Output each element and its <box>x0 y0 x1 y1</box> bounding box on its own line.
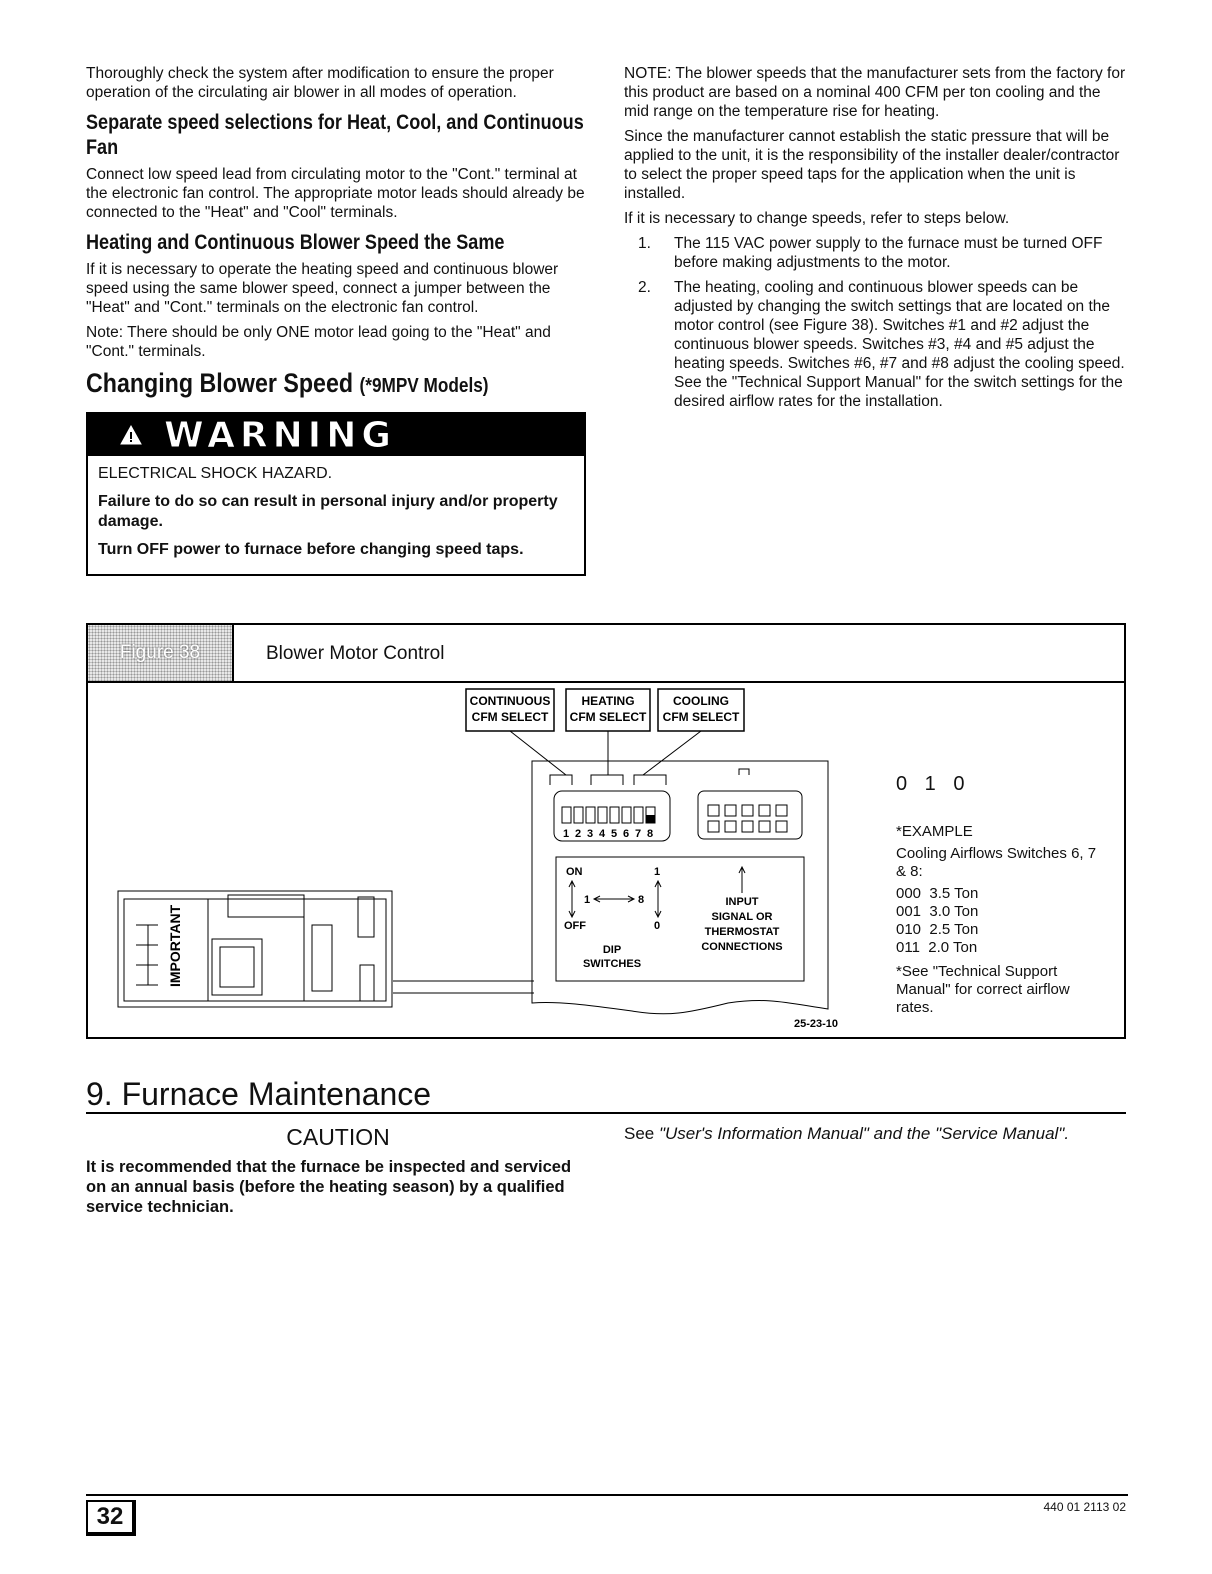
static-pressure-paragraph: Since the manufacturer cannot establish the static pressure that will be applied to the unit, it is the responsibility of the installer dealer/contractor to select the proper speed taps for the application when the unit is installed. <box>624 128 1120 202</box>
dip-label-2: SWITCHES <box>582 958 642 970</box>
input-label-2: SIGNAL OR <box>711 911 773 923</box>
row-code: 001 <box>896 903 922 920</box>
step-text: The 115 VAC power supply to the furnace must be turned OFF before making adjustments to the motor. <box>674 235 1103 271</box>
dip-number: 7 <box>634 828 642 840</box>
example-note: *See "Technical Support Manual" for correct airflow rates. <box>896 963 1070 1016</box>
heading-changing-text: Changing Blower Speed <box>86 368 354 398</box>
warning-body <box>88 456 584 574</box>
warning-line-3: Turn OFF power to furnace before changing speed taps. <box>98 541 524 558</box>
dip-number: 1 <box>562 828 570 840</box>
right-note-label: NOTE <box>624 65 668 82</box>
input-label-4: CONNECTIONS <box>701 941 783 953</box>
intro-paragraph: Thoroughly check the system after modification to ensure the proper operation of the circulating air blower in all modes of operation. <box>86 65 554 101</box>
example-title: *EXAMPLE <box>896 823 973 840</box>
heading-heating-continuous-same: Heating and Continuous Blower Speed the Same <box>86 231 505 254</box>
example-subtitle: Cooling Airflows Switches 6, 7 & 8: <box>896 845 1097 880</box>
example-row <box>896 903 1106 921</box>
row-code: 011 <box>896 939 920 956</box>
dip-number: 8 <box>646 828 654 840</box>
on-label: ON <box>566 866 583 878</box>
caution-title: CAUTION <box>286 1124 390 1150</box>
zero-label: 0 <box>654 920 661 932</box>
caution-text: It is recommended that the furnace be inspected and serviced on an annual basis (before the heating season) by a qualified service technician. <box>86 1158 572 1216</box>
example-row <box>896 921 1106 939</box>
step-number: 1. <box>638 235 651 252</box>
right-column <box>624 64 1128 417</box>
row-value: 2.5 Ton <box>929 921 979 938</box>
step-text: The heating, cooling and continuous blower speeds can be adjusted by changing the switch settings that are located on the motor control (see Figure 38). Switches #1 and #2 adjust the continuous blower speeds. Switches #3, #4 and #5 adjust the heating speeds. Switches #6, #7 and #8 adjust the cooling speed. See the "Technical Support Manual" for the switch settings for the desired airflow rates for the installation. <box>674 279 1125 410</box>
dip-number: 5 <box>610 828 618 840</box>
warning-line-1: ELECTRICAL SHOCK HAZARD. <box>98 465 333 482</box>
list-item <box>624 234 1128 272</box>
figure-38 <box>86 623 1126 1039</box>
right-note-text: : The blower speeds that the manufacturer sets from the factory for this product are based on a nominal 400 CFM per ton cooling and the mid range on the temperature rise for heating. <box>624 65 1126 120</box>
important-label: IMPORTANT <box>167 904 183 987</box>
section-title-maintenance: 9. Furnace Maintenance <box>86 1076 1126 1114</box>
change-speeds-paragraph: If it is necessary to change speeds, refer to steps below. <box>624 210 1010 227</box>
same-speed-paragraph: If it is necessary to operate the heating speed and continuous blower speed using the same blower speed, connect a jumper between the "Heat" and "Cont." terminals on the electronic fan control. <box>86 261 559 316</box>
input-label-1: INPUT <box>725 896 759 908</box>
row-code: 010 <box>896 921 922 938</box>
see-prefix: See <box>624 1124 659 1143</box>
example-code: 0 1 0 <box>896 773 971 795</box>
part-code: 25-23-10 <box>794 1018 839 1030</box>
row-code: 000 <box>896 885 922 902</box>
continuous-label-2: CFM SELECT <box>471 710 549 724</box>
see-manuals-title: "User's Information Manual" and the "Service Manual". <box>658 1124 1070 1143</box>
heading-changing-blower-speed <box>86 367 589 402</box>
cooling-label-2: CFM SELECT <box>662 710 740 724</box>
figure-title: Blower Motor Control <box>266 643 445 664</box>
motor-module <box>118 891 392 1007</box>
one-label: 1 <box>654 866 661 878</box>
row-value: 2.0 Ton <box>928 939 978 956</box>
steps-list <box>624 234 1128 411</box>
row-value: 3.0 Ton <box>929 903 979 920</box>
note-paragraph <box>86 323 590 361</box>
figure-label: Figure 38 <box>88 625 234 683</box>
arrow-one-label: 1 <box>584 894 591 906</box>
list-item <box>624 278 1128 411</box>
dip-switch-8-on <box>646 815 655 823</box>
heating-label-2: CFM SELECT <box>569 710 647 724</box>
row-value: 3.5 Ton <box>929 885 979 902</box>
example-row <box>896 885 1106 903</box>
input-label-3: THERMOSTAT <box>704 926 780 938</box>
example-row <box>896 939 1106 957</box>
page-number: 32 <box>86 1500 136 1536</box>
dip-label-1: DIP <box>602 944 622 956</box>
continuous-label-1: CONTINUOUS <box>469 694 551 708</box>
heating-label-1: HEATING <box>581 694 635 708</box>
warning-title: WARNING <box>164 414 396 456</box>
warning-header <box>88 414 584 456</box>
separate-speed-paragraph: Connect low speed lead from circulating motor to the "Cont." terminal at the electronic fan control. The appropriate motor leads should already be connected to the "Heat" and "Cool" terminals. <box>86 166 585 221</box>
footer-rule <box>86 1494 1128 1496</box>
note-blower-paragraph <box>624 64 1128 121</box>
note-text: : There should be only ONE motor lead going to the "Heat" and "Cont." terminals. <box>86 324 551 360</box>
warning-triangle-icon <box>120 425 142 445</box>
dip-number: 3 <box>586 828 594 840</box>
document-number: 440 01 2113 02 <box>1043 1500 1126 1514</box>
dip-number: 6 <box>622 828 630 840</box>
caution-block <box>86 1124 590 1217</box>
left-column <box>86 64 590 576</box>
cooling-example <box>896 775 1106 1021</box>
note-label: Note <box>86 324 119 341</box>
heading-changing-models: (*9MPV Models) <box>359 375 489 397</box>
off-label: OFF <box>564 920 586 932</box>
dip-number: 4 <box>598 828 606 840</box>
warning-box <box>86 412 586 576</box>
arrow-eight-label: 8 <box>638 894 645 906</box>
heading-separate-speed: Separate speed selections for Heat, Cool, and Continuous Fan <box>86 111 584 159</box>
warning-line-2: Failure to do so can result in personal injury and/or property damage. <box>98 493 558 530</box>
cooling-label-1: COOLING <box>673 694 729 708</box>
dip-number: 2 <box>574 828 582 840</box>
see-manuals-text <box>624 1124 1069 1144</box>
step-number: 2. <box>638 279 651 296</box>
